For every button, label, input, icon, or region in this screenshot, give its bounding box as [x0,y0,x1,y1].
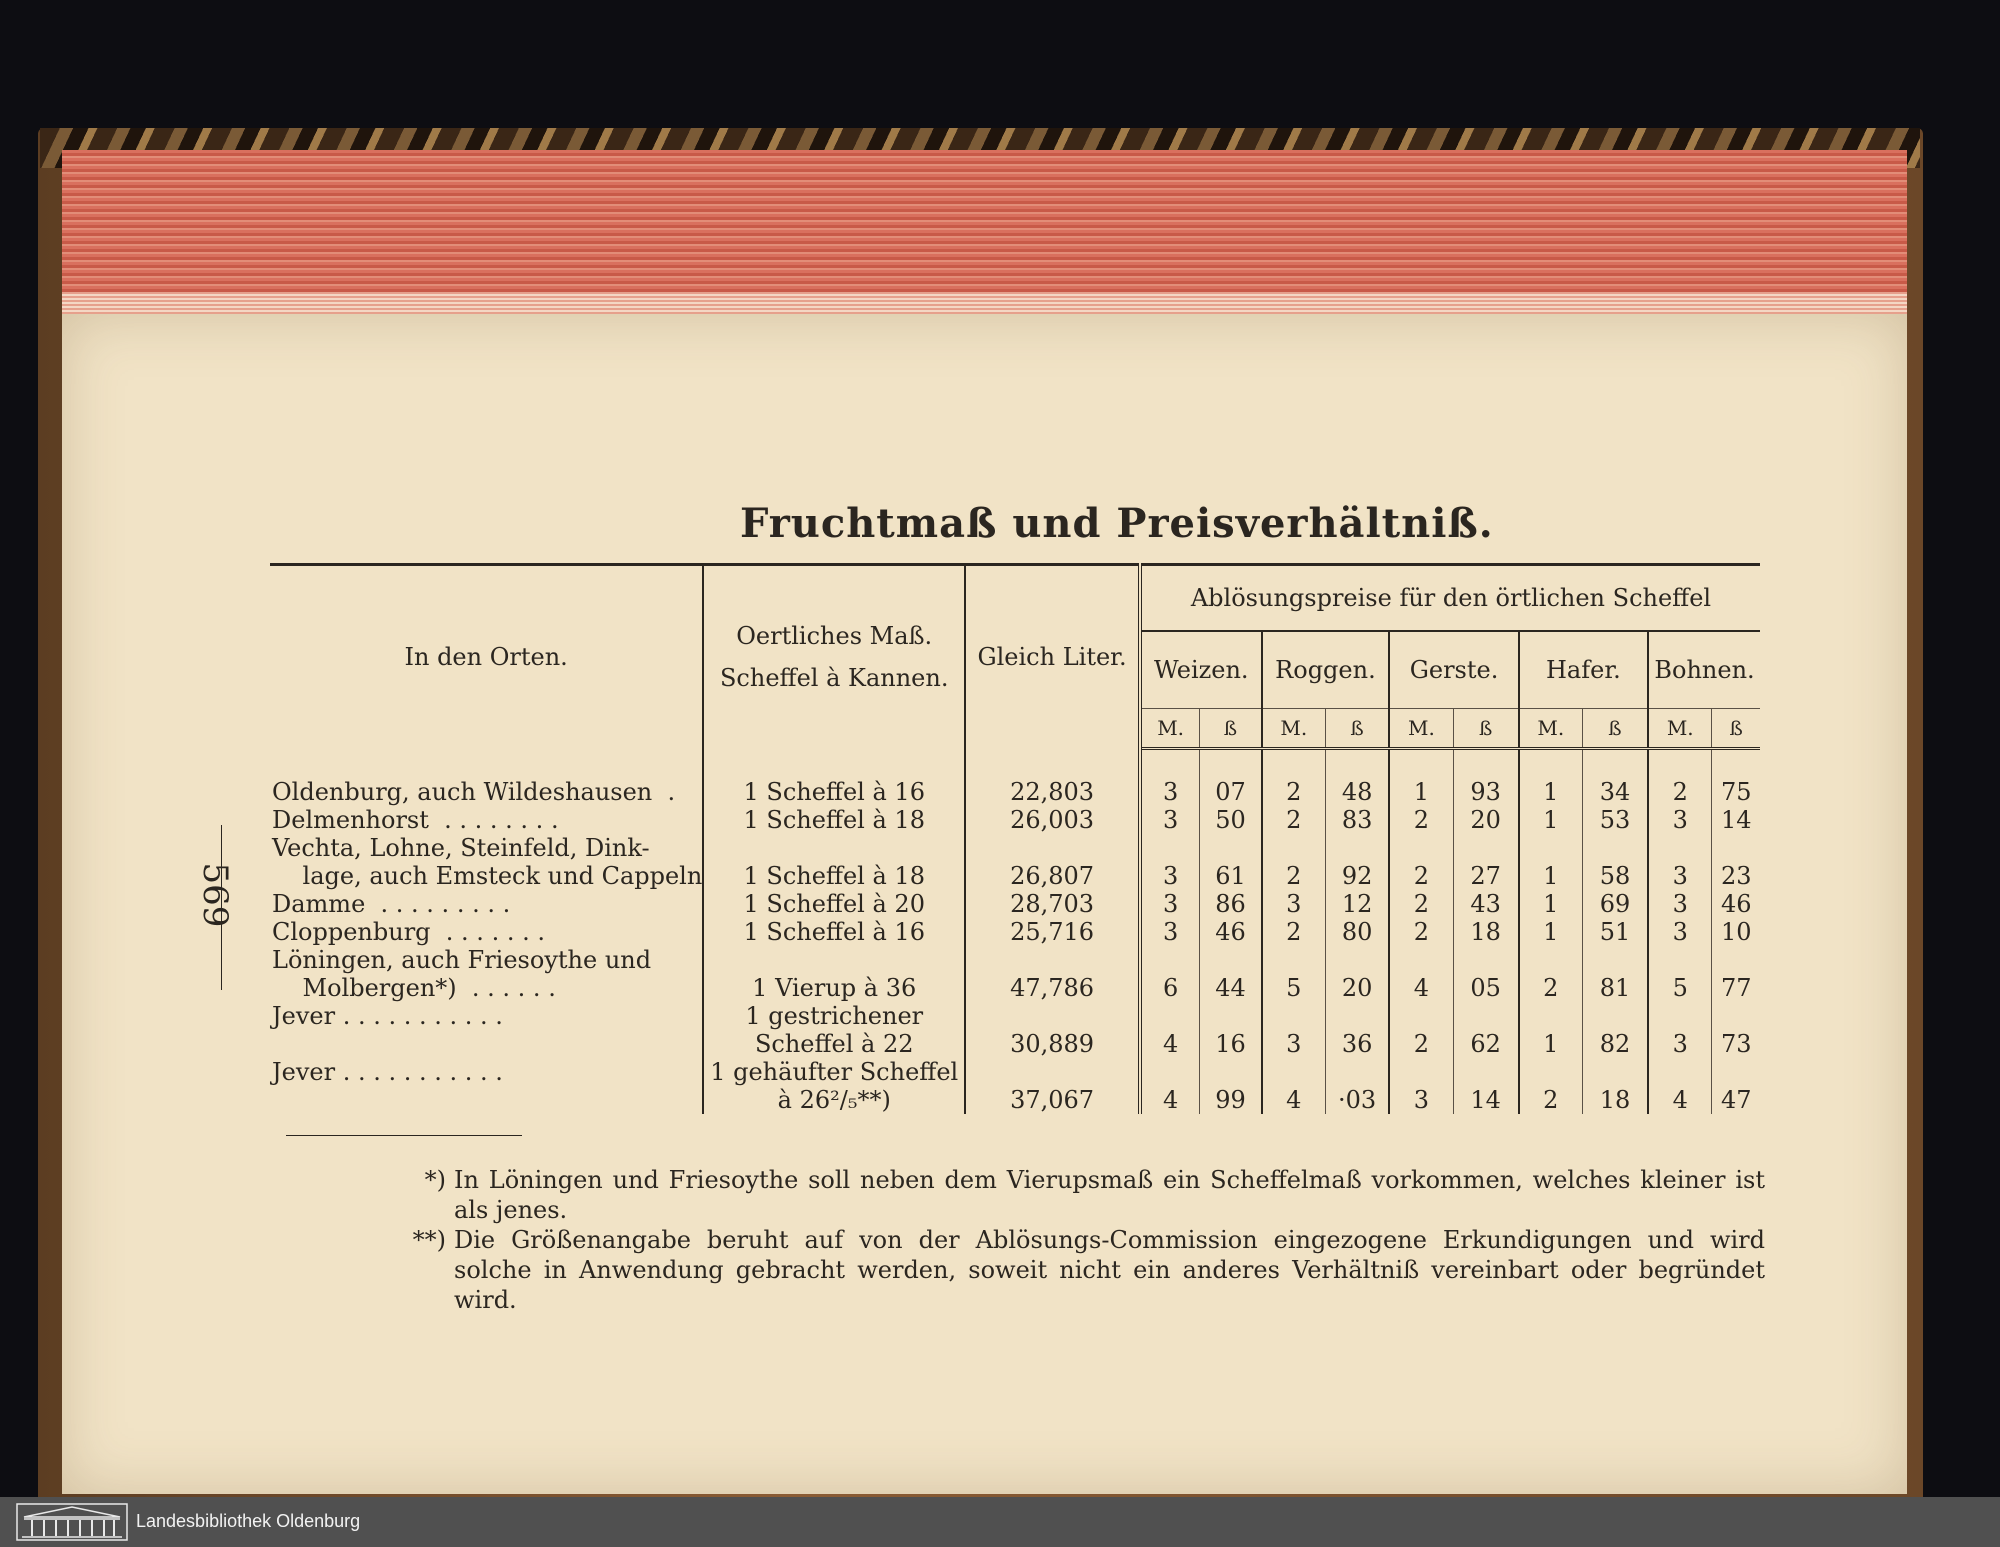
library-name: Landesbibliothek Oldenburg [136,1511,361,1531]
header-liters: Gleich Liter. [965,565,1140,749]
price-pfennig-cell: 69 [1582,890,1648,918]
red-page-edges [62,150,1907,310]
measure-cell: 1 Scheffel à 18 [703,806,965,834]
price-pfennig-cell: 18 [1582,1086,1648,1114]
header-location: In den Orten. [270,565,703,749]
price-mark-cell [1519,834,1583,862]
price-pfennig-cell [1582,946,1648,974]
price-mark-cell [1140,834,1200,862]
price-pfennig-cell: 58 [1582,862,1648,890]
liters-cell: 30,889 [965,1030,1140,1058]
liters-cell [965,1058,1140,1086]
price-mark-cell: 2 [1648,778,1712,806]
price-mark-cell: 2 [1262,806,1326,834]
table-row [270,834,1760,862]
price-pfennig-cell: 44 [1200,974,1262,1002]
price-mark-cell: 2 [1389,862,1453,890]
price-mark-cell: 2 [1262,918,1326,946]
price-pfennig-cell: 50 [1200,806,1262,834]
price-pfennig-cell [1325,946,1389,974]
price-pfennig-cell [1712,1058,1760,1086]
page-stack [62,292,1907,314]
price-pfennig-cell: 07 [1200,778,1262,806]
price-mark-cell [1648,946,1712,974]
price-mark-cell: 3 [1140,890,1200,918]
measure-cell: Scheffel à 22 [703,1030,965,1058]
price-pfennig-cell [1582,834,1648,862]
price-mark-cell: 2 [1389,1030,1453,1058]
location-cell: Molbergen*) . . . . . . [272,974,556,1002]
price-pfennig-cell: 18 [1453,918,1519,946]
table-row [270,918,1760,946]
liters-cell: 26,807 [965,862,1140,890]
location-cell [270,1086,703,1114]
liters-cell: 22,803 [965,778,1140,806]
price-pfennig-cell: 51 [1582,918,1648,946]
price-pfennig-cell [1582,1058,1648,1086]
price-pfennig-cell: 27 [1453,862,1519,890]
price-mark-cell [1140,1058,1200,1086]
price-pfennig-cell: 81 [1582,974,1648,1002]
price-pfennig-cell [1325,1002,1389,1030]
price-pfennig-cell: 20 [1453,806,1519,834]
price-pfennig-cell: 73 [1712,1030,1760,1058]
price-pfennig-cell: 75 [1712,778,1760,806]
measure-cell: 1 Scheffel à 16 [703,778,965,806]
measure-cell: 1 Scheffel à 18 [703,862,965,890]
price-mark-cell: 2 [1262,862,1326,890]
price-mark-cell: 3 [1648,890,1712,918]
price-mark-cell [1389,834,1453,862]
unit-pfennig: ß [1200,709,1262,749]
measure-cell [703,834,965,862]
price-mark-cell: 1 [1389,778,1453,806]
price-pfennig-cell [1712,1002,1760,1030]
footnote-mark: *) [424,1166,446,1194]
liters-cell: 26,003 [965,806,1140,834]
price-mark-cell [1519,1002,1583,1030]
header-grain-beans: Bohnen. [1648,631,1760,709]
price-pfennig-cell: 12 [1325,890,1389,918]
table-row [270,778,1760,806]
table-row [270,1002,1760,1030]
price-pfennig-cell [1453,1002,1519,1030]
footnotes [400,1165,1765,1315]
page-number: 569 [195,862,235,928]
unit-mark: M. [1648,709,1712,749]
price-pfennig-cell: 92 [1325,862,1389,890]
table-row [270,890,1760,918]
header-grain-barley: Gerste. [1389,631,1518,709]
footnote-rule [286,1135,522,1136]
price-mark-cell: 3 [1140,862,1200,890]
measure-cell: 1 Scheffel à 20 [703,890,965,918]
header-measure-line2: Scheffel à Kannen. [719,664,949,693]
price-mark-cell: 3 [1648,806,1712,834]
liters-cell [965,834,1140,862]
price-pfennig-cell: 61 [1200,862,1262,890]
price-pfennig-cell: 34 [1582,778,1648,806]
price-mark-cell: 2 [1389,806,1453,834]
price-mark-cell: 4 [1389,974,1453,1002]
price-pfennig-cell: 46 [1200,918,1262,946]
location-cell: Oldenburg, auch Wildeshausen . [272,778,676,806]
price-mark-cell: 3 [1648,1030,1712,1058]
price-pfennig-cell: 83 [1325,806,1389,834]
unit-mark: M. [1140,709,1200,749]
price-mark-cell: 1 [1519,1030,1583,1058]
price-mark-cell [1648,1058,1712,1086]
price-pfennig-cell: 20 [1325,974,1389,1002]
price-table-body [270,749,1760,1115]
price-mark-cell: 1 [1519,778,1583,806]
price-pfennig-cell [1200,1058,1262,1086]
price-mark-cell [1389,946,1453,974]
price-mark-cell: 4 [1648,1086,1712,1114]
liters-cell [965,1002,1140,1030]
table-row [270,1086,1760,1114]
measure-cell: 1 Vierup à 36 [703,974,965,1002]
price-mark-cell [1389,1002,1453,1030]
price-pfennig-cell: 80 [1325,918,1389,946]
price-pfennig-cell [1712,946,1760,974]
price-mark-cell: 2 [1262,778,1326,806]
price-mark-cell [1389,1058,1453,1086]
location-cell: lage, auch Emsteck und Cappeln [272,862,703,890]
price-pfennig-cell: 36 [1325,1030,1389,1058]
unit-mark: M. [1262,709,1326,749]
price-mark-cell [1262,1002,1326,1030]
header-measure-line1: Oertliches Maß. [736,622,933,651]
unit-pfennig: ß [1325,709,1389,749]
price-pfennig-cell [1453,946,1519,974]
table-row [270,974,1760,1002]
table-row [270,1030,1760,1058]
measure-cell [703,946,965,974]
unit-mark: M. [1389,709,1453,749]
price-mark-cell: 5 [1262,974,1326,1002]
price-mark-cell [1262,946,1326,974]
header-prices-group: Ablösungspreise für den örtlichen Scheffel [1140,565,1760,631]
page-title: Fruchtmaß und Preisverhältniß. [740,500,1494,547]
unit-pfennig: ß [1453,709,1519,749]
price-mark-cell: 1 [1519,806,1583,834]
unit-pfennig: ß [1582,709,1648,749]
location-cell: Löningen, auch Friesoythe und [272,946,652,974]
price-mark-cell [1519,1058,1583,1086]
header-measure [703,565,965,749]
price-pfennig-cell: 82 [1582,1030,1648,1058]
price-pfennig-cell [1582,1002,1648,1030]
price-pfennig-cell [1453,834,1519,862]
price-mark-cell [1262,1058,1326,1086]
price-pfennig-cell: 48 [1325,778,1389,806]
liters-cell: 25,716 [965,918,1140,946]
price-mark-cell: 3 [1140,778,1200,806]
price-pfennig-cell: 77 [1712,974,1760,1002]
price-pfennig-cell: 10 [1712,918,1760,946]
price-mark-cell: 1 [1519,918,1583,946]
table-row [270,1058,1760,1086]
price-mark-cell [1648,834,1712,862]
price-pfennig-cell [1200,946,1262,974]
header-grain-rye: Roggen. [1262,631,1390,709]
price-pfennig-cell: 46 [1712,890,1760,918]
price-pfennig-cell [1325,1058,1389,1086]
footnote-text: Die Größenangabe beruht auf von der Ablösungs-Commission eingezogene Erkundigungen und wird solche in Anwendung gebracht werden, soweit nicht ein anderes Verhältniß vereinbart oder begründet wird. [454,1226,1765,1314]
unit-mark: M. [1519,709,1583,749]
price-pfennig-cell: 05 [1453,974,1519,1002]
price-pfennig-cell: 14 [1712,806,1760,834]
price-pfennig-cell: 47 [1712,1086,1760,1114]
footnote-mark: **) [412,1226,446,1254]
liters-cell: 28,703 [965,890,1140,918]
price-pfennig-cell [1200,1002,1262,1030]
location-cell: Delmenhorst . . . . . . . . [272,806,559,834]
price-pfennig-cell: 23 [1712,862,1760,890]
library-building-icon [16,1503,128,1541]
price-pfennig-cell [1453,1058,1519,1086]
price-pfennig-cell: 62 [1453,1030,1519,1058]
price-mark-cell: 4 [1140,1086,1200,1114]
price-pfennig-cell: ·03 [1325,1086,1389,1114]
price-pfennig-cell: 43 [1453,890,1519,918]
footnote-1 [400,1165,1765,1225]
price-mark-cell: 3 [1389,1086,1453,1114]
location-cell: Damme . . . . . . . . . [272,890,511,918]
location-cell: Vechta, Lohne, Steinfeld, Dink- [272,834,650,862]
location-cell [270,1030,703,1058]
price-mark-cell [1519,946,1583,974]
footer-bar [0,1497,2000,1547]
price-pfennig-cell: 99 [1200,1086,1262,1114]
price-pfennig-cell: 86 [1200,890,1262,918]
liters-cell: 47,786 [965,974,1140,1002]
price-pfennig-cell [1200,834,1262,862]
header-grain-wheat: Weizen. [1140,631,1262,709]
price-table [270,563,1760,1114]
price-mark-cell: 2 [1519,974,1583,1002]
price-mark-cell: 2 [1389,890,1453,918]
table-row [270,806,1760,834]
liters-cell [965,946,1140,974]
price-mark-cell: 6 [1140,974,1200,1002]
table-row [270,946,1760,974]
unit-pfennig: ß [1712,709,1760,749]
location-cell: Jever . . . . . . . . . . . [272,1058,503,1086]
price-pfennig-cell [1325,834,1389,862]
measure-cell: 1 Scheffel à 16 [703,918,965,946]
location-cell: Cloppenburg . . . . . . . [272,918,545,946]
liters-cell: 37,067 [965,1086,1140,1114]
table-row [270,862,1760,890]
price-mark-cell: 4 [1262,1086,1326,1114]
measure-cell: 1 gestrichener [703,1002,965,1030]
price-mark-cell: 3 [1140,806,1200,834]
measure-cell: à 26²/₅**) [703,1086,965,1114]
price-mark-cell: 5 [1648,974,1712,1002]
footnote-2 [400,1225,1765,1315]
price-pfennig-cell [1712,834,1760,862]
header-grain-oats: Hafer. [1519,631,1648,709]
price-mark-cell [1140,946,1200,974]
price-mark-cell: 3 [1648,918,1712,946]
price-mark-cell: 1 [1519,862,1583,890]
price-pfennig-cell: 93 [1453,778,1519,806]
price-mark-cell: 3 [1262,890,1326,918]
price-mark-cell: 3 [1648,862,1712,890]
price-pfennig-cell: 14 [1453,1086,1519,1114]
price-mark-cell [1262,834,1326,862]
price-mark-cell: 2 [1389,918,1453,946]
price-mark-cell [1140,1002,1200,1030]
price-mark-cell: 4 [1140,1030,1200,1058]
measure-cell: 1 gehäufter Scheffel [703,1058,965,1086]
price-mark-cell: 3 [1140,918,1200,946]
price-mark-cell: 3 [1262,1030,1326,1058]
price-pfennig-cell: 53 [1582,806,1648,834]
spacer-row [270,749,1760,779]
footnote-text: In Löningen und Friesoythe soll neben dem Vierupsmaß ein Scheffelmaß vorkommen, welches kleiner ist als jenes. [454,1166,1765,1224]
location-cell: Jever . . . . . . . . . . . [272,1002,503,1030]
price-mark-cell: 2 [1519,1086,1583,1114]
price-mark-cell: 1 [1519,890,1583,918]
price-mark-cell [1648,1002,1712,1030]
price-pfennig-cell: 16 [1200,1030,1262,1058]
